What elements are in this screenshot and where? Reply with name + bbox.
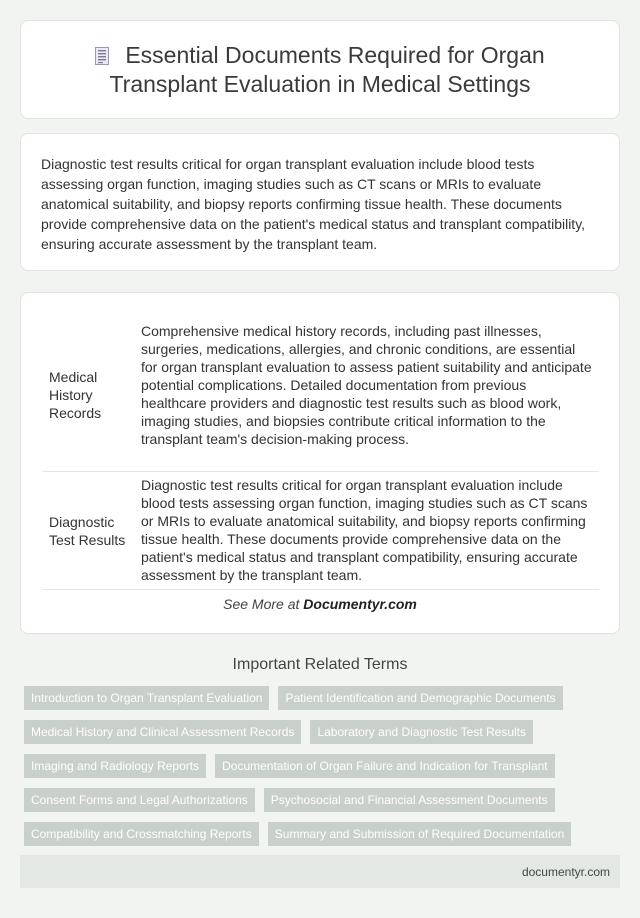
related-term-tag[interactable]: Medical History and Clinical Assessment Records [24, 720, 301, 744]
page-title-text: Essential Documents Required for Organ Transplant Evaluation in Medical Settings [109, 41, 545, 97]
related-term-tag[interactable]: Consent Forms and Legal Authorizations [24, 788, 255, 812]
related-term-tag[interactable]: Patient Identification and Demographic Documents [278, 686, 562, 710]
related-term-tag[interactable]: Psychosocial and Financial Assessment Documents [264, 788, 555, 812]
related-term-tag[interactable]: Imaging and Radiology Reports [24, 754, 206, 778]
document-icon [95, 47, 109, 65]
related-term-tag[interactable]: Compatibility and Crossmatching Reports [24, 822, 259, 846]
related-term-tag[interactable]: Documentation of Organ Failure and Indication for Transplant [215, 754, 555, 778]
related-terms-list [24, 686, 624, 856]
related-term-tag[interactable]: Laboratory and Diagnostic Test Results [310, 720, 533, 744]
related-term-tag[interactable]: Introduction to Organ Transplant Evaluation [24, 686, 269, 710]
title-card [20, 20, 620, 119]
page-title [61, 41, 579, 99]
footer-site-link[interactable]: documentyr.com [521, 864, 610, 879]
intro-paragraph: Diagnostic test results critical for organ transplant evaluation include blood tests assessing organ function, imaging studies such as CT scans or MRIs to evaluate anatomical suitability, and biopsy reports confirming tissue health. These documents provide comprehensive data on the patient's medical status and transplant compatibility, ensuring accurate assessment by the transplant team. [41, 156, 586, 252]
documents-table [43, 318, 599, 590]
table-row [43, 472, 599, 590]
see-more-prefix: See More at [223, 596, 304, 612]
see-more-line [21, 596, 619, 612]
intro-card [20, 133, 620, 271]
documents-card [20, 292, 620, 634]
related-term-tag[interactable]: Summary and Submission of Required Documentation [268, 822, 571, 846]
row-label: Diagnostic Test Results [49, 513, 126, 548]
related-terms-title: Important Related Terms [232, 656, 408, 673]
row-description: Diagnostic test results critical for organ transplant evaluation include blood tests assessing organ function, imaging studies such as CT scans or MRIs to evaluate anatomical suitability, and biopsy reports confirming tissue health. These documents provide comprehensive data on the patient's medical status and transplant compatibility, ensuring accurate assessment by the transplant team. [141, 477, 588, 583]
table-row [43, 318, 599, 472]
row-description: Comprehensive medical history records, including past illnesses, surgeries, medications, allergies, and chronic conditions, are essential for organ transplant evaluation to assess patient suitability and anticipate potential complications. Detailed documentation from previous healthcare providers and diagnostic test results such as blood work, imaging studies, and biopsies contribute critical information to the transplant team's decision-making process. [141, 323, 592, 447]
footer-bar [20, 855, 620, 888]
see-more-link[interactable]: Documentyr.com [303, 596, 417, 612]
row-label: Medical History Records [49, 368, 102, 421]
